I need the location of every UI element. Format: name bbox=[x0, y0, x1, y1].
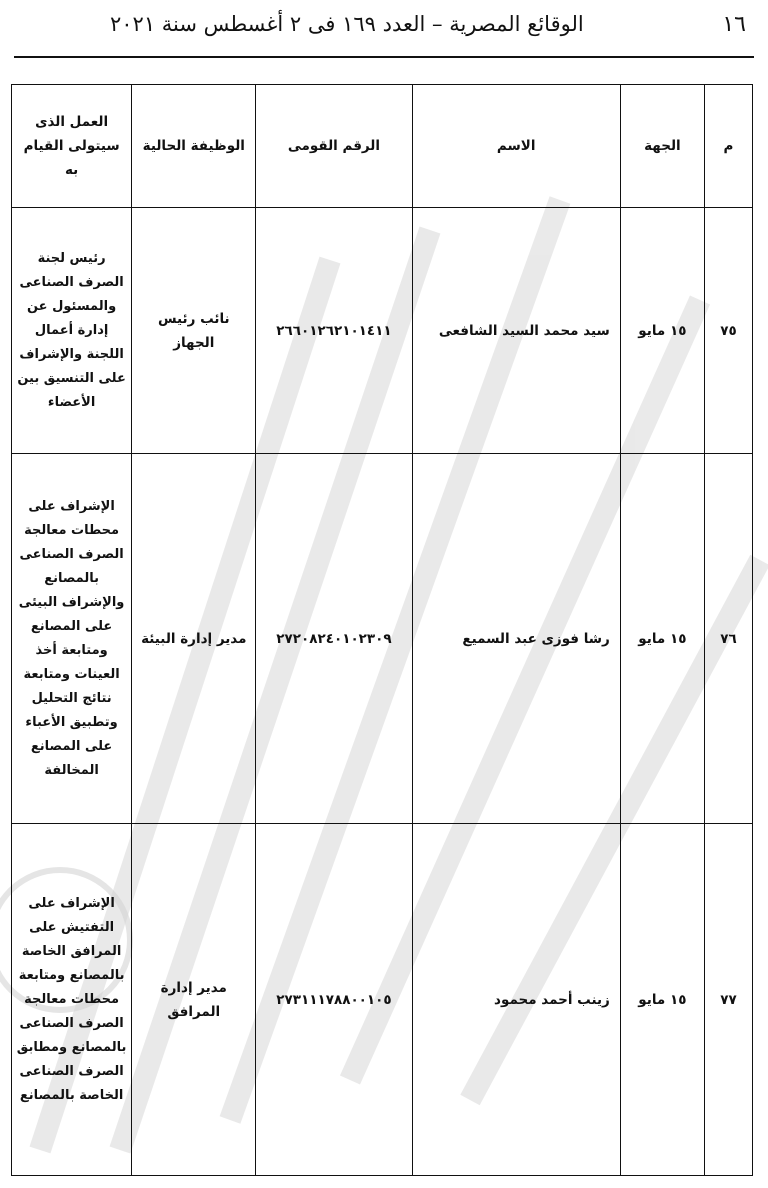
cell-directorate: ١٥ مايو bbox=[620, 454, 704, 824]
col-header-national-id: الرقم القومى bbox=[256, 85, 412, 208]
cell-national-id: ٢٧٣١١١٧٨٨٠٠١٠٥ bbox=[256, 824, 412, 1176]
cell-national-id: ٢٦٦٠١٢٦٢١٠١٤١١ bbox=[256, 208, 412, 454]
table-row bbox=[12, 824, 753, 1176]
col-header-current-job: الوظيفة الحالية bbox=[132, 85, 256, 208]
table-header-row bbox=[12, 85, 753, 208]
cell-assigned-task: الإشراف على التفتيش على المرافق الخاصة بالمصانع ومتابعة محطات معالجة الصرف الصناعى بالمصانع ومطابق الصرف الصناعى الخاصة بالمصانع bbox=[12, 824, 132, 1176]
col-header-serial: م bbox=[704, 85, 752, 208]
cell-directorate: ١٥ مايو bbox=[620, 208, 704, 454]
col-header-directorate: الجهة bbox=[620, 85, 704, 208]
cell-current-job: مدير إدارة المرافق bbox=[132, 824, 256, 1176]
cell-name: زينب أحمد محمود bbox=[412, 824, 620, 1176]
cell-current-job: نائب رئيس الجهاز bbox=[132, 208, 256, 454]
col-header-name: الاسم bbox=[412, 85, 620, 208]
cell-assigned-task: الإشراف على محطات معالجة الصرف الصناعى بالمصانع والإشراف البيئى على المصانع ومتابعة أخذ العينات ومتابعة نتائج التحليل وتطبيق الأعباء على المصانع المخالفة bbox=[12, 454, 132, 824]
cell-current-job: مدير إدارة البيئة bbox=[132, 454, 256, 824]
page-title: الوقائع المصرية – العدد ١٦٩ فى ٢ أغسطس سنة ٢٠٢١ bbox=[110, 12, 584, 36]
cell-serial: ٧٧ bbox=[704, 824, 752, 1176]
cell-serial: ٧٥ bbox=[704, 208, 752, 454]
col-header-assigned-task: العمل الذى سيتولى القيام به bbox=[12, 85, 132, 208]
cell-serial: ٧٦ bbox=[704, 454, 752, 824]
table-row bbox=[12, 208, 753, 454]
table-row bbox=[12, 454, 753, 824]
cell-directorate: ١٥ مايو bbox=[620, 824, 704, 1176]
employees-table bbox=[11, 84, 753, 1176]
header-divider bbox=[14, 56, 754, 58]
page-number: ١٦ bbox=[722, 12, 746, 37]
cell-assigned-task: رئيس لجنة الصرف الصناعى والمسئول عن إدارة أعمال اللجنة والإشراف على التنسيق بين الأعضاء bbox=[12, 208, 132, 454]
cell-national-id: ٢٧٢٠٨٢٤٠١٠٢٣٠٩ bbox=[256, 454, 412, 824]
cell-name: سيد محمد السيد الشافعى bbox=[412, 208, 620, 454]
page-header bbox=[0, 10, 768, 46]
cell-name: رشا فوزى عبد السميع bbox=[412, 454, 620, 824]
